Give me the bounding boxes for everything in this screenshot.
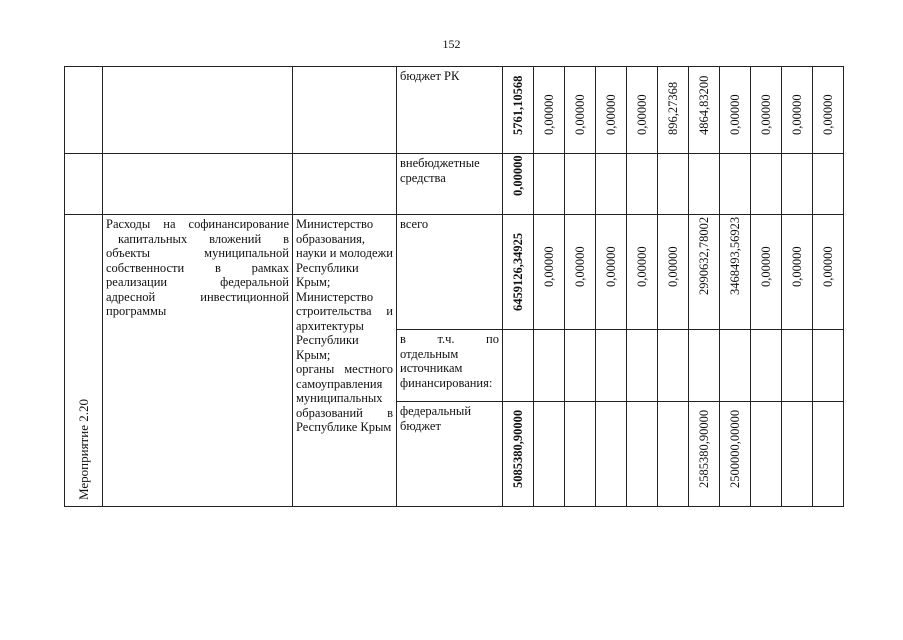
year-value: 0,00000 bbox=[603, 245, 618, 287]
value-cell bbox=[565, 402, 596, 507]
total-cell bbox=[503, 67, 534, 154]
executor-cell-top bbox=[293, 154, 397, 215]
value-cell bbox=[627, 215, 658, 330]
value-cell bbox=[596, 330, 627, 402]
source-cell: всего bbox=[397, 215, 503, 330]
value-cell bbox=[658, 215, 689, 330]
value-cell bbox=[751, 67, 782, 154]
year-value: 0,00000 bbox=[572, 93, 587, 135]
source-cell: федеральный бюджет bbox=[397, 402, 503, 507]
year-value: 0,00000 bbox=[758, 245, 773, 287]
executor-line: Республики bbox=[296, 333, 359, 347]
total-value: 0,00000 bbox=[510, 154, 525, 196]
value-cell bbox=[813, 402, 844, 507]
description-line: программы bbox=[106, 304, 167, 318]
value-cell bbox=[565, 330, 596, 402]
year-value: 2585380,90000 bbox=[696, 409, 711, 488]
executor-line: самоуправления bbox=[296, 376, 383, 391]
year-value: 0,00000 bbox=[758, 93, 773, 135]
executor-line: архитектуры bbox=[296, 318, 364, 333]
year-value: 2990632,78002 bbox=[696, 216, 711, 295]
page-number: 152 bbox=[442, 37, 461, 51]
value-cell bbox=[813, 215, 844, 330]
executor-line: Крым; bbox=[296, 347, 331, 362]
executor-line: Министерство bbox=[296, 289, 374, 304]
total-value: 6459126,34925 bbox=[510, 232, 525, 311]
year-value: 0,00000 bbox=[727, 93, 742, 135]
table-row bbox=[65, 154, 844, 215]
description-line: реализации федеральной bbox=[106, 275, 289, 289]
executor-line: Республике Крым bbox=[296, 420, 392, 434]
year-value: 0,00000 bbox=[820, 93, 835, 135]
value-cell bbox=[782, 215, 813, 330]
source-cell: в т.ч. по отдельным источникам финансирования: bbox=[397, 330, 503, 402]
value-cell bbox=[689, 330, 720, 402]
value-cell bbox=[565, 154, 596, 215]
source-cell: бюджет РК bbox=[397, 67, 503, 154]
value-cell bbox=[751, 215, 782, 330]
table-row bbox=[65, 67, 844, 154]
total-cell bbox=[503, 215, 534, 330]
value-cell bbox=[627, 154, 658, 215]
executor-line: Министерство bbox=[296, 217, 374, 231]
table-row bbox=[65, 215, 844, 330]
value-cell bbox=[720, 330, 751, 402]
value-cell bbox=[813, 154, 844, 215]
source-cell: внебюджетные средства bbox=[397, 154, 503, 215]
value-cell bbox=[565, 215, 596, 330]
description-line: капитальных вложений в bbox=[118, 231, 289, 246]
value-cell bbox=[534, 67, 565, 154]
value-cell bbox=[658, 67, 689, 154]
value-cell bbox=[782, 402, 813, 507]
year-value: 3468493,56923 bbox=[727, 216, 742, 295]
year-value: 0,00000 bbox=[789, 245, 804, 287]
value-cell bbox=[689, 154, 720, 215]
executor-cell bbox=[293, 215, 397, 507]
value-cell bbox=[565, 67, 596, 154]
executor-line: строительства и bbox=[296, 304, 393, 318]
executor-line: науки и молодежи bbox=[296, 246, 393, 260]
total-value: 5761,10568 bbox=[510, 75, 525, 135]
value-cell bbox=[627, 67, 658, 154]
value-cell bbox=[720, 215, 751, 330]
description-cell bbox=[103, 215, 293, 507]
value-cell bbox=[751, 402, 782, 507]
value-cell bbox=[596, 215, 627, 330]
year-value: 0,00000 bbox=[820, 245, 835, 287]
value-cell bbox=[813, 330, 844, 402]
value-cell bbox=[534, 215, 565, 330]
value-cell bbox=[596, 67, 627, 154]
event-label: Мероприятие 2.20 bbox=[76, 399, 91, 500]
year-value: 0,00000 bbox=[541, 93, 556, 135]
executor-line: органы местного bbox=[296, 362, 393, 376]
executor-line: Республики bbox=[296, 260, 359, 275]
value-cell bbox=[720, 67, 751, 154]
total-value: 5085380,90000 bbox=[510, 409, 525, 488]
value-cell bbox=[751, 154, 782, 215]
description-cell-top bbox=[103, 154, 293, 215]
year-value: 0,00000 bbox=[541, 245, 556, 287]
value-cell bbox=[596, 402, 627, 507]
value-cell bbox=[534, 154, 565, 215]
year-value: 2500000,00000 bbox=[727, 409, 742, 488]
value-cell bbox=[720, 154, 751, 215]
value-cell bbox=[658, 330, 689, 402]
value-cell bbox=[534, 402, 565, 507]
value-cell bbox=[689, 402, 720, 507]
value-cell bbox=[782, 330, 813, 402]
year-value: 0,00000 bbox=[789, 93, 804, 135]
description-line: Расходы на софинансирование bbox=[106, 217, 289, 231]
total-cell bbox=[503, 330, 534, 402]
total-cell bbox=[503, 154, 534, 215]
executor-line: образования, bbox=[296, 231, 366, 246]
value-cell bbox=[751, 330, 782, 402]
value-cell bbox=[782, 154, 813, 215]
event-cell-top bbox=[65, 67, 103, 154]
value-cell bbox=[534, 330, 565, 402]
value-cell bbox=[689, 67, 720, 154]
event-cell bbox=[65, 215, 103, 507]
executor-line: образований в bbox=[296, 405, 393, 420]
value-cell bbox=[627, 330, 658, 402]
year-value: 0,00000 bbox=[634, 245, 649, 287]
year-value: 0,00000 bbox=[634, 93, 649, 135]
value-cell bbox=[627, 402, 658, 507]
value-cell bbox=[782, 67, 813, 154]
value-cell bbox=[596, 154, 627, 215]
value-cell bbox=[720, 402, 751, 507]
description-line: собственности в рамках bbox=[106, 260, 289, 275]
description-cell-top bbox=[103, 67, 293, 154]
year-value: 0,00000 bbox=[665, 245, 680, 287]
executor-cell-top bbox=[293, 67, 397, 154]
value-cell bbox=[813, 67, 844, 154]
description-line: адресной инвестиционной bbox=[106, 289, 289, 304]
value-cell bbox=[658, 154, 689, 215]
value-cell bbox=[689, 215, 720, 330]
budget-table bbox=[64, 66, 844, 507]
executor-line: муниципальных bbox=[296, 391, 383, 405]
value-cell bbox=[658, 402, 689, 507]
year-value: 4864,83200 bbox=[696, 75, 711, 135]
description-line: объекты муниципальной bbox=[106, 246, 289, 260]
year-value: 896,27368 bbox=[665, 81, 680, 135]
year-value: 0,00000 bbox=[572, 245, 587, 287]
event-cell-top bbox=[65, 154, 103, 215]
total-cell bbox=[503, 402, 534, 507]
year-value: 0,00000 bbox=[603, 93, 618, 135]
executor-line: Крым; bbox=[296, 275, 331, 289]
